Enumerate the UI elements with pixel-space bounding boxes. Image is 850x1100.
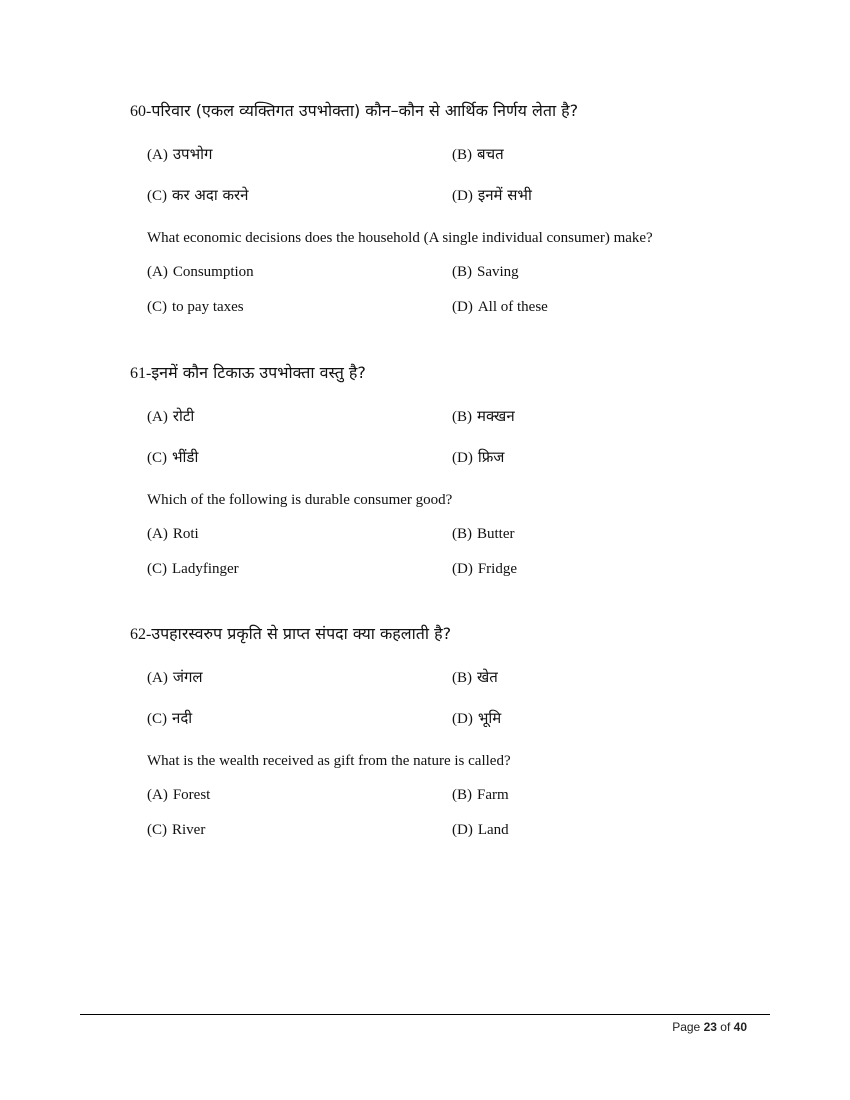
question-hindi-text [130,360,730,386]
option-b-english: (B) Farm [452,787,509,803]
option-c-english: (C) to pay taxes [147,299,244,315]
question-60 [130,98,730,325]
english-options-row-2 [147,290,730,325]
option-d-english: (D) Fridge [452,561,517,577]
question-61 [130,360,730,587]
option-d-english: (D) Land [452,822,509,838]
current-page-number: 23 [703,1020,717,1034]
option-a-english: (A) Consumption [147,264,254,280]
question-hindi-stem: उपहारस्वरुप प्रकृति से प्राप्त संपदा क्या कहलाती है? [151,624,452,643]
option-c-english: (C) River [147,822,206,838]
question-62 [130,621,730,848]
of-label: of [720,1020,731,1034]
option-c-english: (C) Ladyfinger [147,561,239,577]
option-a-hindi: (A) जंगल [147,668,203,686]
option-a-hindi: (A) रोटी [147,407,195,425]
option-b-hindi: (B) मक्खन [452,407,515,425]
question-hindi-text [130,621,730,647]
question-number: 61- [130,365,152,382]
question-english-text: Which of the following is durable consumer good? [147,492,453,508]
page-label: Page [672,1020,701,1034]
option-a-english: (A) Forest [147,787,211,803]
option-b-hindi: (B) बचत [452,145,504,163]
option-d-hindi: (D) भूमि [452,709,502,727]
page-number-footer [672,1020,747,1034]
english-options-row-1 [147,517,730,552]
hindi-options-row-2 [147,180,730,221]
option-a-hindi: (A) उपभोग [147,145,213,163]
option-b-hindi: (B) खेत [452,668,498,686]
option-a-english: (A) Roti [147,526,199,542]
question-hindi-text [130,98,730,124]
option-c-hindi: (C) भींडी [147,448,199,466]
footer-divider [80,1014,770,1015]
hindi-options-row-1 [147,401,730,442]
option-b-english: (B) Butter [452,526,515,542]
english-options-row-2 [147,552,730,587]
question-hindi-stem: इनमें कौन टिकाऊ उपभोक्ता वस्तु है? [151,363,366,382]
hindi-options-row-1 [147,662,730,703]
option-d-hindi: (D) इनमें सभी [452,186,532,204]
option-b-english: (B) Saving [452,264,519,280]
english-options-row-1 [147,778,730,813]
question-english-text: What economic decisions does the household (A single individual consumer) make? [147,230,653,246]
question-number: 60- [130,103,152,120]
option-d-english: (D) All of these [452,299,548,315]
hindi-options-row-1 [147,139,730,180]
hindi-options-row-2 [147,703,730,744]
option-c-hindi: (C) कर अदा करने [147,186,249,204]
option-c-hindi: (C) नदी [147,709,193,727]
question-number: 62- [130,626,152,643]
question-hindi-stem: परिवार (एकल व्यक्तिगत उपभोक्ता) कौन–कौन से आर्थिक निर्णय लेता है? [151,101,579,120]
option-d-hindi: (D) फ्रिज [452,448,505,466]
english-options-row-2 [147,813,730,848]
question-english-text: What is the wealth received as gift from the nature is called? [147,753,511,769]
total-pages-number: 40 [733,1020,747,1034]
english-options-row-1 [147,255,730,290]
hindi-options-row-2 [147,442,730,483]
